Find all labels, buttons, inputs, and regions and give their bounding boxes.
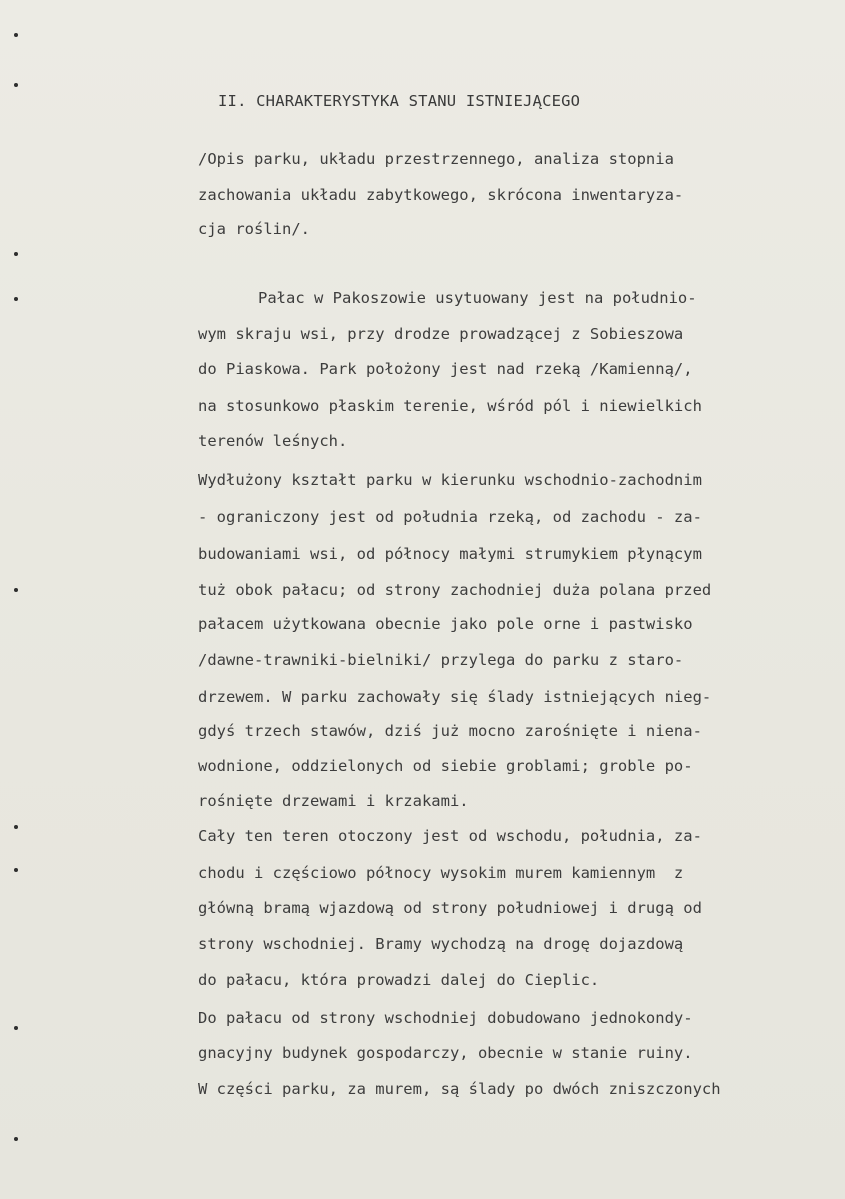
body-line: Wydłużony kształt parku w kierunku wschodnio-zachodnim [198,471,702,489]
body-line: strony wschodniej. Bramy wychodzą na drogę dojazdową [198,935,684,953]
margin-mark [14,297,18,301]
body-line: terenów leśnych. [198,432,348,450]
body-line: gnacyjny budynek gospodarczy, obecnie w stanie ruiny. [198,1044,693,1062]
body-line: chodu i częściowo północy wysokim murem kamiennym z [198,864,684,882]
body-line: do pałacu, która prowadzi dalej do Cieplic. [198,971,600,989]
body-line: na stosunkowo płaskim terenie, wśród pól i niewielkich [198,397,702,415]
margin-mark [14,252,18,256]
body-line: Cały ten teren otoczony jest od wschodu, południa, za- [198,827,702,845]
margin-mark [14,868,18,872]
body-line: Do pałacu od strony wschodniej dobudowano jednokondy- [198,1009,693,1027]
intro-line: zachowania układu zabytkowego, skrócona inwentaryza- [198,186,684,204]
margin-mark [14,825,18,829]
section-heading: II. CHARAKTERYSTYKA STANU ISTNIEJĄCEGO [218,92,581,110]
body-line: /dawne-trawniki-bielniki/ przylega do parku z staro- [198,651,684,669]
body-line: pałacem użytkowana obecnie jako pole orne i pastwisko [198,615,693,633]
body-line: wodnione, oddzielonych od siebie groblami; groble po- [198,757,693,775]
body-line: drzewem. W parku zachowały się ślady istniejących nieg- [198,688,712,706]
body-line: do Piaskowa. Park położony jest nad rzeką /Kamienną/, [198,360,693,378]
body-line: rośnięte drzewami i krzakami. [198,792,469,810]
margin-mark [14,588,18,592]
margin-mark [14,1137,18,1141]
intro-line: /Opis parku, układu przestrzennego, analiza stopnia [198,150,674,168]
body-line: główną bramą wjazdową od strony południowej i drugą od [198,899,702,917]
body-line: wym skraju wsi, przy drodze prowadzącej z Sobieszowa [198,325,684,343]
margin-mark [14,1026,18,1030]
margin-mark [14,33,18,37]
body-line: Pałac w Pakoszowie usytuowany jest na południo- [258,289,697,307]
body-line: tuż obok pałacu; od strony zachodniej duża polana przed [198,581,712,599]
intro-line: cja roślin/. [198,220,310,238]
body-line: budowaniami wsi, od północy małymi strumykiem płynącym [198,545,702,563]
body-line: - ograniczony jest od południa rzeką, od zachodu - za- [198,508,702,526]
margin-mark [14,83,18,87]
body-line: W części parku, za murem, są ślady po dwóch zniszczonych [198,1080,721,1098]
body-line: gdyś trzech stawów, dziś już mocno zarośnięte i niena- [198,722,702,740]
